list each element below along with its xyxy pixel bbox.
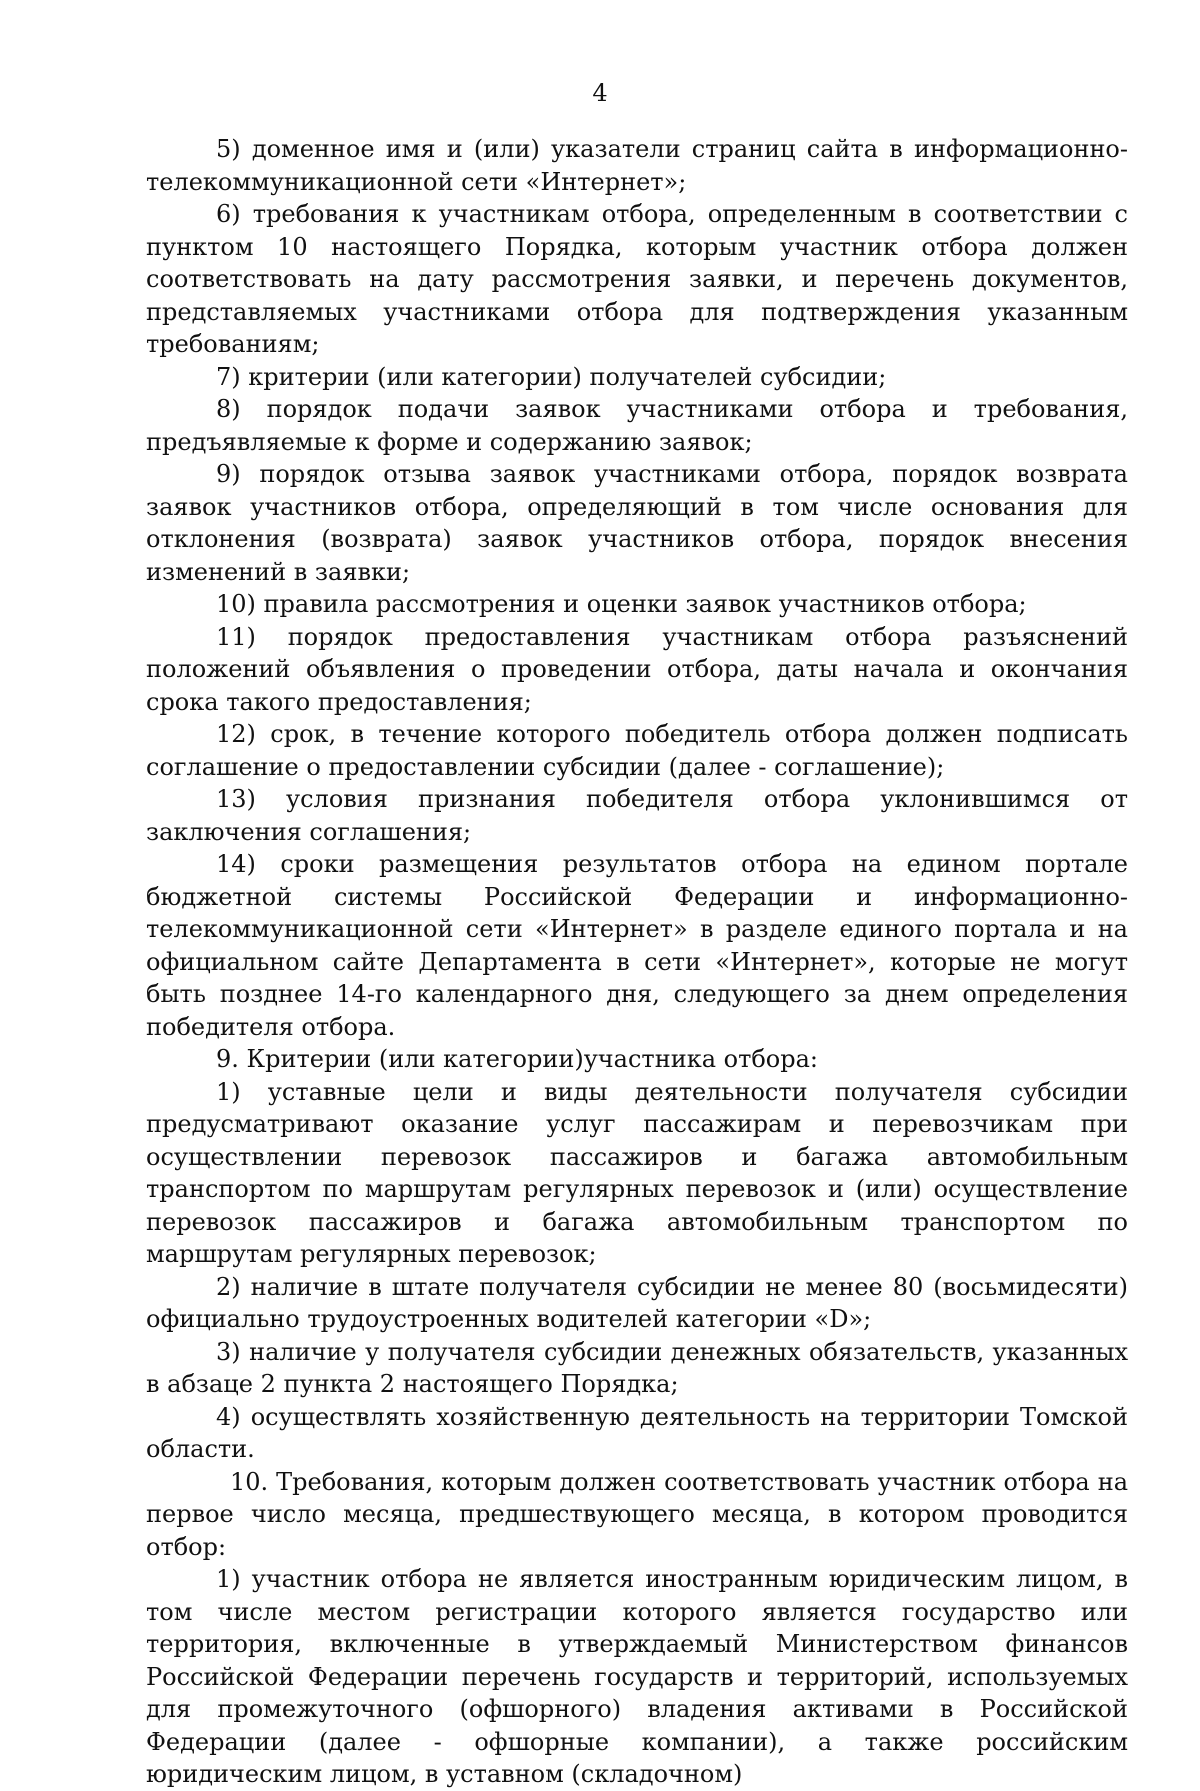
- criteria-item-1: 1) уставные цели и виды деятельности получателя субсидии предусматривают оказание услуг пассажирам и перевозчикам при осуществлении перевозок пассажиров и багажа автомобильным транспортом по маршрутам регулярных перевозок и (или) осуществление перевозок пассажиров и багажа автомобильным транспортом по маршрутам регулярных перевозок;: [146, 1077, 1128, 1268]
- paragraph-item-13: 13) условия признания победителя отбора уклонившимся от заключения соглашения;: [146, 785, 1128, 846]
- section-10-heading: 10. Требования, которым должен соответствовать участник отбора на первое число месяца, предшествующего месяца, в котором проводится отбор:: [146, 1467, 1128, 1561]
- criteria-item-3: 3) наличие у получателя субсидии денежных обязательств, указанных в абзаце 2 пункта 2 настоящего Порядка;: [146, 1337, 1128, 1398]
- criteria-item-4: 4) осуществлять хозяйственную деятельность на территории Томской области.: [146, 1402, 1128, 1463]
- paragraph-item-11: 11) порядок предоставления участникам отбора разъяснений положений объявления о проведении отбора, даты начала и окончания срока такого предоставления;: [146, 622, 1128, 716]
- paragraph-item-10: 10) правила рассмотрения и оценки заявок участников отбора;: [216, 590, 1027, 618]
- criteria-item-2: 2) наличие в штате получателя субсидии не менее 80 (восьмидесяти) официально трудоустроенных водителей категории «D»;: [146, 1272, 1128, 1333]
- paragraph-item-12: 12) срок, в течение которого победитель отбора должен подписать соглашение о предоставлении субсидии (далее - соглашение);: [146, 720, 1128, 781]
- paragraph-item-6: 6) требования к участникам отбора, определенным в соответствии с пунктом 10 настоящего Порядка, которым участник отбора должен соответствовать на дату рассмотрения заявки, и перечень документов, представляемых участниками отбора для подтверждения указанным требованиям;: [146, 200, 1128, 358]
- paragraph-item-7: 7) критерии (или категории) получателей субсидии;: [216, 362, 887, 391]
- requirement-item-1: 1) участник отбора не является иностранным юридическим лицом, в том числе местом регистрации которого является государство или территория, включенные в утверждаемый Министерством финансов Российской Федерации перечень государств и территорий, используемых для промежуточного (офшорного) владения активами в Российской Федерации (далее - офшорные компании), а также российским юридическим лицом, в уставном (складочном): [146, 1565, 1128, 1788]
- section-9-heading: 9. Критерии (или категории)участника отбора:: [216, 1045, 819, 1073]
- page-number: 4: [592, 79, 608, 107]
- document-body: [146, 133, 1128, 1791]
- paragraph-item-8: 8) порядок подачи заявок участниками отбора и требования, предъявляемые к форме и содержанию заявок;: [146, 395, 1128, 456]
- paragraph-item-5: 5) доменное имя и (или) указатели страниц сайта в информационно-телекоммуникационной сети «Интернет»;: [146, 135, 1128, 196]
- paragraph-item-9: 9) порядок отзыва заявок участниками отбора, порядок возврата заявок участников отбора, определяющий в том числе основания для отклонения (возврата) заявок участников отбора, порядок внесения изменений в заявки;: [146, 460, 1128, 586]
- paragraph-item-14: 14) сроки размещения результатов отбора на едином портале бюджетной системы Российской Федерации и информационно- телекоммуникационной сети «Интернет» в разделе единого портала и на официальном сайте Департамента в сети «Интернет», которые не могут быть позднее 14-го календарного дня, следующего за днем определения победителя отбора.: [146, 850, 1128, 1041]
